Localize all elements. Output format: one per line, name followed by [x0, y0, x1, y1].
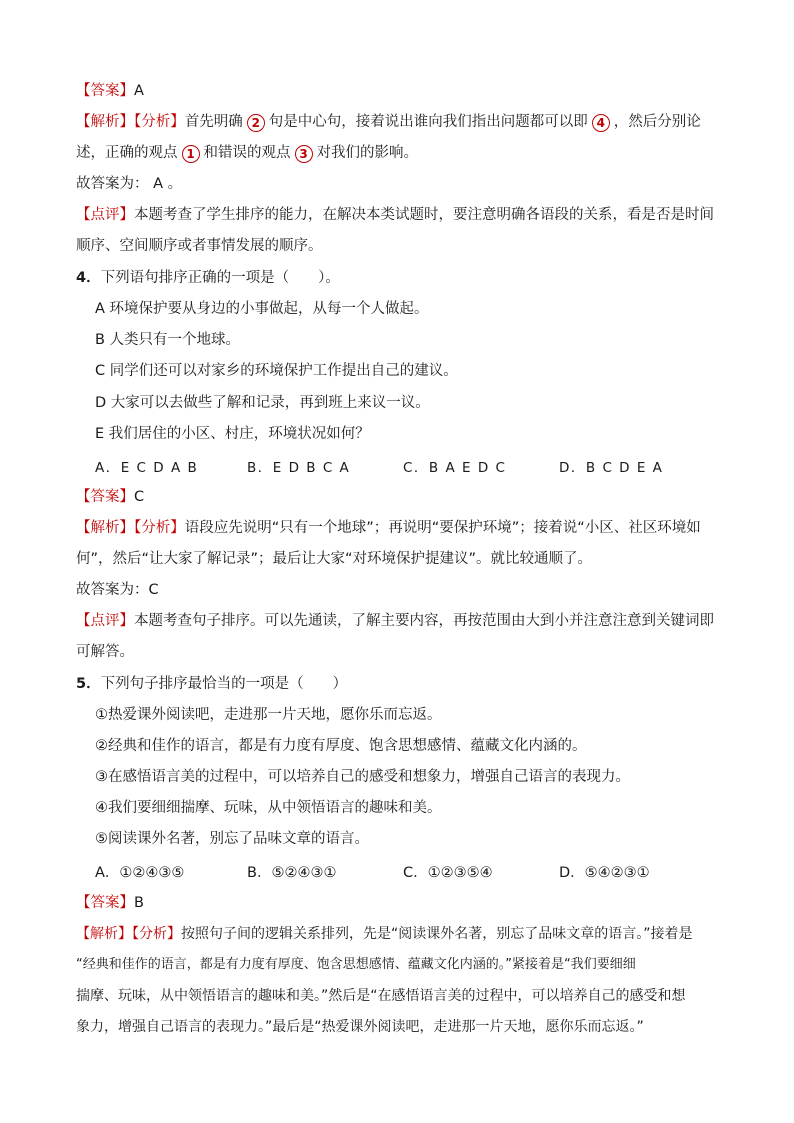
analysis-text: 按照句子间的逻辑关系排列，先是“阅读课外名著，别忘了品味文章的语言。”接着是	[181, 926, 693, 942]
option-b: B．E D B C A	[247, 460, 351, 476]
q3-analysis-line-1	[76, 112, 701, 132]
circled-number: 3	[295, 145, 313, 163]
comment-text: 本题考查了学生排序的能力，在解决本类试题时，要注意明确各语段的关系，看是否是时间	[134, 207, 714, 223]
q4-comment-line-2: 可解答。	[76, 644, 134, 660]
q4-stem	[76, 268, 340, 288]
q4-analysis-line-2: 何”，然后“让大家了解记录”；最后让大家“对环境保护提建议”。就比较通顺了。	[76, 551, 593, 567]
analysis-text: 句是中心句，接着说出谁向我们指出问题都可以即	[268, 114, 588, 130]
q5-item: ③在感悟语言美的过程中，可以培养自己的感受和想象力，增强自己语言的表现力。	[95, 769, 630, 785]
answer-value: B	[134, 895, 144, 911]
q4-item: C 同学们还可以对家乡的环境保护工作提出自己的建议。	[95, 363, 458, 379]
analysis-tag: 【解析】【分析】	[76, 520, 185, 536]
q5-answer-line	[76, 893, 144, 913]
question-text: 下列语句排序正确的一项是（ ）。	[100, 270, 340, 286]
analysis-text: 首先明确	[184, 114, 243, 130]
answer-value: A	[134, 83, 144, 99]
q5-item: ⑤阅读课外名著，别忘了品味文章的语言。	[95, 831, 369, 847]
option-d: D．B C D E A	[559, 460, 664, 476]
question-number: 5．	[76, 676, 101, 692]
question-number: 4．	[76, 270, 101, 286]
q4-answer-line	[76, 487, 144, 507]
circled-number: 4	[592, 114, 610, 132]
analysis-text: 述，正确的观点	[76, 145, 178, 161]
q5-analysis-line-2: “经典和佳作的语言，都是有力度有厚度、饱含思想感情、蕴藏文化内涵的。”紧接着是“我们要细细	[76, 957, 636, 972]
analysis-text: 对我们的影响。	[316, 145, 418, 161]
comment-text: 本题考查句子排序。可以先通读，了解主要内容，再按范围由大到小并注意注意到关键词即	[134, 613, 714, 629]
q5-item: ①热爱课外阅读吧，走进那一片天地，愿你乐而忘返。	[95, 707, 442, 723]
analysis-tag: 【解析】【分析】	[76, 926, 181, 942]
answer-value: C	[134, 489, 145, 505]
q4-so-answer: 故答案为：C	[76, 582, 159, 598]
answer-tag: 【答案】	[76, 895, 134, 911]
comment-tag: 【点评】	[76, 207, 134, 223]
circled-number: 1	[182, 145, 200, 163]
answer-tag: 【答案】	[76, 489, 134, 505]
q5-analysis-line-4: 象力，增强自己语言的表现力。”最后是“热爱课外阅读吧，走进那一片天地，愿你乐而忘返。”	[76, 1019, 644, 1035]
answer-tag: 【答案】	[76, 83, 134, 99]
option-c: C．①②③⑤④	[403, 865, 493, 881]
comment-tag: 【点评】	[76, 613, 134, 629]
analysis-text: 和错误的观点	[203, 145, 291, 161]
circled-number: 2	[247, 114, 265, 132]
option-b: B．⑤②④③①	[247, 865, 337, 881]
q3-comment-line-1	[76, 205, 714, 225]
q3-answer-line	[76, 81, 144, 101]
q5-item: ②经典和佳作的语言，都是有力度有厚度、饱含思想感情、蕴藏文化内涵的。	[95, 738, 587, 754]
option-a: A．E C D A B	[95, 460, 199, 476]
q4-item: D 大家可以去做些了解和记录，再到班上来议一议。	[95, 395, 430, 411]
q5-analysis-line-1	[76, 924, 693, 944]
question-text: 下列句子排序最恰当的一项是（ ）	[100, 676, 348, 692]
option-a: A．①②④③⑤	[95, 865, 185, 881]
analysis-tag: 【解析】【分析】	[76, 114, 185, 130]
option-d: D．⑤④②③①	[559, 865, 650, 881]
option-c: C．B A E D C	[403, 460, 507, 476]
q4-item: E 我们居住的小区、村庄，环境状况如何？	[95, 426, 370, 442]
q5-item: ④我们要细细揣摩、玩味，从中领悟语言的趣味和美。	[95, 800, 442, 816]
q4-analysis-line-1	[76, 518, 701, 538]
q4-item: B 人类只有一个地球。	[95, 332, 241, 348]
q3-comment-line-2: 顺序、空间顺序或者事情发展的顺序。	[76, 238, 323, 254]
analysis-text: 语段应先说明“只有一个地球”；再说明“要保护环境”；接着说“小区、社区环境如	[184, 520, 701, 536]
q5-stem	[76, 674, 347, 694]
q3-analysis-line-2	[76, 143, 418, 163]
q4-comment-line-1	[76, 611, 714, 631]
q5-analysis-line-3: 揣摩、玩味，从中领悟语言的趣味和美。”然后是“在感悟语言美的过程中，可以培养自己的感受和想	[76, 988, 686, 1004]
q4-item: A 环境保护要从身边的小事做起，从每一个人做起。	[95, 301, 429, 317]
q3-so-answer: 故答案为： A 。	[76, 176, 183, 192]
analysis-text: ，然后分别论	[613, 114, 701, 130]
